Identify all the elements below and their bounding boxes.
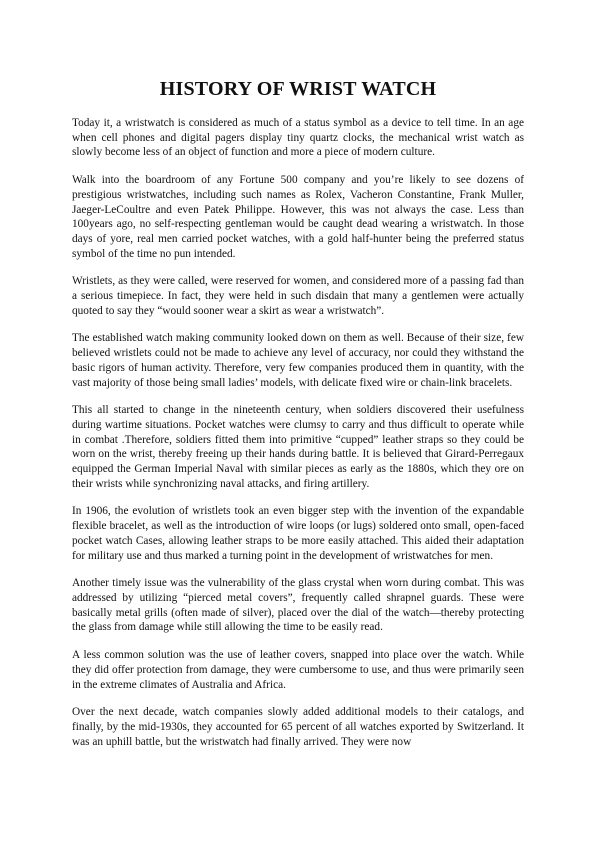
paragraph-6: In 1906, the evolution of wristlets took an even bigger step with the invention of the expandable flexible bracelet, as well as the introduction of wire loops (or lugs) soldered onto small, open-faced pocket watch Cases, allowing leather straps to be more easily attached. This aided their adaptation for military use and thus marked a turning point in the development of wristwatches for men.: [72, 505, 524, 562]
paragraph-4: The established watch making community looked down on them as well. Because of their size, few believed wristlets could not be made to achieve any level of accuracy, nor could they withstand the basic rigors of human activity. Therefore, very few companies produced them in quantity, with the vast majority of those being small ladies’ models, with delicate fixed wire or chain-link bracelets.: [72, 332, 524, 389]
paragraph-3: Wristlets, as they were called, were reserved for women, and considered more of a passing fad than a serious timepiece. In fact, they were held in such disdain that many a gentlemen were actually quoted to say they “would sooner wear a skirt as wear a wristwatch”.: [72, 275, 524, 317]
paragraph-8: A less common solution was the use of leather covers, snapped into place over the watch. While they did offer protection from damage, they were cumbersome to use, and thus were primarily seen in the extreme climates of Australia and Africa.: [72, 649, 524, 691]
document-title: HISTORY OF WRIST WATCH: [159, 78, 437, 100]
paragraph-9: Over the next decade, watch companies slowly added additional models to their catalogs, and finally, by the mid-1930s, they accounted for 65 percent of all watches exported by Switzerland. It was an uphill battle, but the wristwatch had finally arrived. They were now: [72, 706, 524, 748]
paragraph-5: This all started to change in the nineteenth century, when soldiers discovered their usefulness during wartime situations. Pocket watches were clumsy to carry and thus difficult to operate while in combat .Therefore, soldiers fitted them into primitive “cupped” leather straps so they could be worn on the wrist, thereby freeing up their hands during battle. It is believed that Girard-Perregaux equipped the German Imperial Naval with similar pieces as early as the 1880s, which they ore on their wrists while synchronizing naval attacks, and firing artillery.: [72, 404, 524, 490]
paragraph-2: Walk into the boardroom of any Fortune 500 company and you’re likely to see dozens of prestigious wristwatches, including such names as Rolex, Vacheron Constantine, Frank Muller, Jaeger-LeCoultre and even Patek Philippe. However, this was not always the case. Less than 100years ago, no self-respecting gentleman would be caught dead wearing a wristwatch. In those days of yore, real men carried pocket watches, with a gold half-hunter being the preferred status symbol of the time no pun intended.: [72, 174, 524, 260]
paragraph-1: Today it, a wristwatch is considered as much of a status symbol as a device to tell time. In an age when cell phones and digital pagers display tiny quartz clocks, the mechanical wrist watch as slowly become less of an object of function and more a piece of modern culture.: [72, 117, 524, 159]
paragraph-7: Another timely issue was the vulnerability of the glass crystal when worn during combat. This was addressed by utilizing “pierced metal covers”, frequently called shrapnel guards. These were basically metal grills (often made of silver), placed over the dial of the watch—thereby protecting the glass from damage while still allowing the time to be easily read.: [72, 577, 524, 634]
